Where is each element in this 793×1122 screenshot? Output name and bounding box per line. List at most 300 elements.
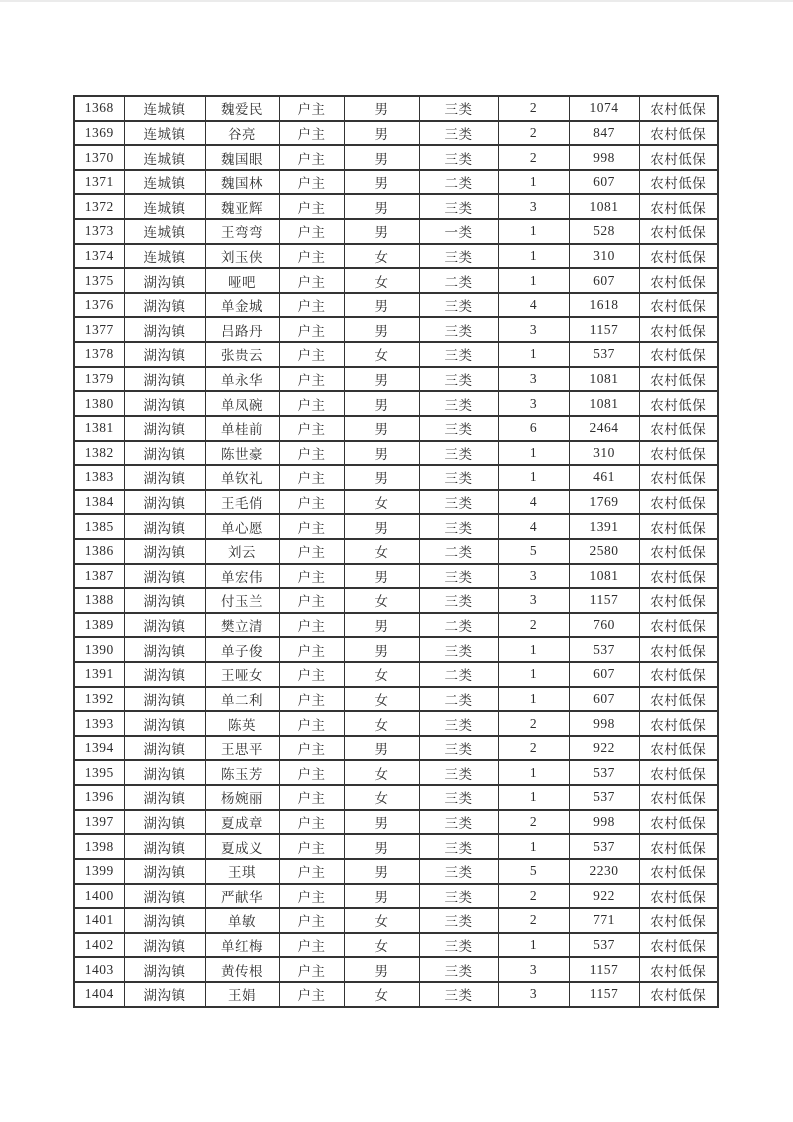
table-cell: 1 [498, 637, 569, 662]
table-cell: 农村低保 [639, 884, 718, 909]
table-cell: 湖沟镇 [124, 317, 205, 342]
table-cell: 男 [344, 121, 419, 146]
table-cell: 三类 [419, 367, 498, 392]
table-cell: 户主 [279, 613, 344, 638]
table-cell: 湖沟镇 [124, 982, 205, 1007]
table-cell: 魏亚辉 [205, 194, 279, 219]
table-cell: 农村低保 [639, 268, 718, 293]
table-cell: 户主 [279, 244, 344, 269]
table-cell: 湖沟镇 [124, 711, 205, 736]
table-cell: 922 [569, 884, 639, 909]
table-cell: 王弯弯 [205, 219, 279, 244]
table-cell: 农村低保 [639, 908, 718, 933]
table-cell: 王琪 [205, 859, 279, 884]
table-cell: 户主 [279, 219, 344, 244]
table-row [74, 687, 718, 712]
table-cell: 1402 [74, 933, 124, 958]
table-row [74, 490, 718, 515]
table-cell: 1 [498, 268, 569, 293]
table-cell: 男 [344, 884, 419, 909]
table-cell: 1374 [74, 244, 124, 269]
table-cell: 1 [498, 760, 569, 785]
table-cell: 三类 [419, 760, 498, 785]
table-cell: 三类 [419, 785, 498, 810]
table-cell: 农村低保 [639, 982, 718, 1007]
table-cell: 连城镇 [124, 244, 205, 269]
table-cell: 付玉兰 [205, 588, 279, 613]
table-cell: 连城镇 [124, 145, 205, 170]
table-cell: 湖沟镇 [124, 933, 205, 958]
table-cell: 湖沟镇 [124, 859, 205, 884]
table-cell: 三类 [419, 293, 498, 318]
table-row [74, 637, 718, 662]
table-cell: 4 [498, 490, 569, 515]
table-cell: 二类 [419, 662, 498, 687]
table-cell: 998 [569, 145, 639, 170]
table-cell: 农村低保 [639, 859, 718, 884]
table-cell: 连城镇 [124, 121, 205, 146]
table-cell: 3 [498, 957, 569, 982]
table-cell: 6 [498, 416, 569, 441]
table-cell: 537 [569, 933, 639, 958]
table-row [74, 859, 718, 884]
table-cell: 2580 [569, 539, 639, 564]
table-cell: 湖沟镇 [124, 908, 205, 933]
table-cell: 1368 [74, 96, 124, 121]
table-cell: 1395 [74, 760, 124, 785]
table-cell: 3 [498, 588, 569, 613]
table-cell: 女 [344, 982, 419, 1007]
table-cell: 夏成章 [205, 810, 279, 835]
table-cell: 农村低保 [639, 588, 718, 613]
table-cell: 男 [344, 367, 419, 392]
table-cell: 户主 [279, 957, 344, 982]
table-row [74, 416, 718, 441]
table-cell: 农村低保 [639, 194, 718, 219]
table-cell: 农村低保 [639, 170, 718, 195]
table-cell: 湖沟镇 [124, 293, 205, 318]
table-cell: 310 [569, 441, 639, 466]
table-cell: 1377 [74, 317, 124, 342]
table-cell: 湖沟镇 [124, 810, 205, 835]
table-cell: 女 [344, 687, 419, 712]
table-cell: 1396 [74, 785, 124, 810]
table-cell: 922 [569, 736, 639, 761]
table-row [74, 662, 718, 687]
table-row [74, 539, 718, 564]
table-cell: 湖沟镇 [124, 465, 205, 490]
table-cell: 二类 [419, 687, 498, 712]
table-cell: 2 [498, 736, 569, 761]
table-cell: 1393 [74, 711, 124, 736]
table-cell: 1392 [74, 687, 124, 712]
table-cell: 1081 [569, 391, 639, 416]
table-cell: 2 [498, 908, 569, 933]
table-cell: 310 [569, 244, 639, 269]
table-cell: 三类 [419, 711, 498, 736]
table-cell: 男 [344, 564, 419, 589]
table-cell: 男 [344, 957, 419, 982]
table-cell: 户主 [279, 194, 344, 219]
table-cell: 单二利 [205, 687, 279, 712]
table-row [74, 785, 718, 810]
table-cell: 1373 [74, 219, 124, 244]
table-cell: 连城镇 [124, 194, 205, 219]
table-cell: 1379 [74, 367, 124, 392]
table-row [74, 194, 718, 219]
table-cell: 户主 [279, 465, 344, 490]
table-cell: 男 [344, 145, 419, 170]
table-cell: 2 [498, 96, 569, 121]
table-cell: 农村低保 [639, 317, 718, 342]
table-cell: 刘云 [205, 539, 279, 564]
table-cell: 单永华 [205, 367, 279, 392]
table-cell: 女 [344, 244, 419, 269]
table-cell: 1399 [74, 859, 124, 884]
table-cell: 2230 [569, 859, 639, 884]
table-cell: 三类 [419, 490, 498, 515]
table-cell: 单心愿 [205, 514, 279, 539]
table-cell: 1390 [74, 637, 124, 662]
table-cell: 魏爱民 [205, 96, 279, 121]
table-cell: 1400 [74, 884, 124, 909]
table-cell: 男 [344, 637, 419, 662]
table-cell: 魏国眼 [205, 145, 279, 170]
table-cell: 户主 [279, 760, 344, 785]
table-cell: 单钦礼 [205, 465, 279, 490]
table-cell: 三类 [419, 194, 498, 219]
table-cell: 湖沟镇 [124, 342, 205, 367]
table-cell: 528 [569, 219, 639, 244]
table-cell: 农村低保 [639, 441, 718, 466]
table-cell: 单红梅 [205, 933, 279, 958]
table-cell: 1157 [569, 317, 639, 342]
table-cell: 湖沟镇 [124, 884, 205, 909]
table-cell: 单金城 [205, 293, 279, 318]
table-row [74, 391, 718, 416]
table-cell: 单宏伟 [205, 564, 279, 589]
table-row [74, 834, 718, 859]
table-cell: 农村低保 [639, 736, 718, 761]
table-cell: 男 [344, 219, 419, 244]
table-cell: 户主 [279, 145, 344, 170]
table-cell: 严献华 [205, 884, 279, 909]
table-cell: 三类 [419, 342, 498, 367]
table-cell: 3 [498, 317, 569, 342]
table-cell: 三类 [419, 957, 498, 982]
table-cell: 女 [344, 908, 419, 933]
table-cell: 1388 [74, 588, 124, 613]
table-body [74, 96, 718, 1007]
table-cell: 1 [498, 244, 569, 269]
table-cell: 男 [344, 194, 419, 219]
table-cell: 男 [344, 441, 419, 466]
table-row [74, 908, 718, 933]
table-cell: 户主 [279, 588, 344, 613]
table-cell: 张贵云 [205, 342, 279, 367]
table-cell: 1397 [74, 810, 124, 835]
table-cell: 771 [569, 908, 639, 933]
table-cell: 1157 [569, 588, 639, 613]
table-cell: 461 [569, 465, 639, 490]
table-cell: 1376 [74, 293, 124, 318]
table-cell: 三类 [419, 859, 498, 884]
table-cell: 男 [344, 736, 419, 761]
table-cell: 农村低保 [639, 416, 718, 441]
table-cell: 农村低保 [639, 760, 718, 785]
table-cell: 三类 [419, 391, 498, 416]
table-cell: 三类 [419, 465, 498, 490]
table-cell: 陈英 [205, 711, 279, 736]
table-cell: 湖沟镇 [124, 268, 205, 293]
table-cell: 户主 [279, 687, 344, 712]
table-cell: 户主 [279, 96, 344, 121]
table-cell: 4 [498, 293, 569, 318]
table-cell: 537 [569, 637, 639, 662]
table-cell: 607 [569, 662, 639, 687]
table-cell: 3 [498, 564, 569, 589]
table-cell: 户主 [279, 342, 344, 367]
table-cell: 户主 [279, 810, 344, 835]
table-cell: 哑吧 [205, 268, 279, 293]
table-cell: 湖沟镇 [124, 588, 205, 613]
table-cell: 农村低保 [639, 957, 718, 982]
table-cell: 1383 [74, 465, 124, 490]
table-row [74, 982, 718, 1007]
table-cell: 湖沟镇 [124, 736, 205, 761]
table-cell: 刘玉侠 [205, 244, 279, 269]
table-cell: 1382 [74, 441, 124, 466]
table-cell: 女 [344, 662, 419, 687]
table-cell: 1157 [569, 957, 639, 982]
table-cell: 谷亮 [205, 121, 279, 146]
table-cell: 2 [498, 613, 569, 638]
table-cell: 1618 [569, 293, 639, 318]
table-cell: 户主 [279, 982, 344, 1007]
table-cell: 农村低保 [639, 145, 718, 170]
table-cell: 户主 [279, 416, 344, 441]
table-cell: 黄传根 [205, 957, 279, 982]
table-cell: 湖沟镇 [124, 564, 205, 589]
table-cell: 三类 [419, 588, 498, 613]
table-cell: 湖沟镇 [124, 760, 205, 785]
table-cell: 农村低保 [639, 490, 718, 515]
table-row [74, 121, 718, 146]
table-cell: 单敏 [205, 908, 279, 933]
table-cell: 湖沟镇 [124, 514, 205, 539]
table-cell: 5 [498, 859, 569, 884]
table-cell: 三类 [419, 317, 498, 342]
table-cell: 户主 [279, 736, 344, 761]
table-cell: 1391 [569, 514, 639, 539]
table-cell: 湖沟镇 [124, 367, 205, 392]
table-cell: 2 [498, 145, 569, 170]
table-row [74, 564, 718, 589]
table-cell: 1380 [74, 391, 124, 416]
table-cell: 1 [498, 785, 569, 810]
table-cell: 户主 [279, 367, 344, 392]
table-cell: 1074 [569, 96, 639, 121]
table-cell: 农村低保 [639, 662, 718, 687]
table-cell: 607 [569, 687, 639, 712]
table-cell: 三类 [419, 637, 498, 662]
table-cell: 户主 [279, 268, 344, 293]
table-cell: 户主 [279, 490, 344, 515]
table-cell: 农村低保 [639, 933, 718, 958]
benefit-roster-table [73, 95, 719, 1008]
table-cell: 607 [569, 268, 639, 293]
table-cell: 湖沟镇 [124, 957, 205, 982]
table-cell: 1404 [74, 982, 124, 1007]
table-row [74, 613, 718, 638]
table-cell: 1371 [74, 170, 124, 195]
table-cell: 女 [344, 933, 419, 958]
table-cell: 单凤碗 [205, 391, 279, 416]
table-cell: 3 [498, 982, 569, 1007]
table-cell: 男 [344, 810, 419, 835]
table-cell: 户主 [279, 391, 344, 416]
table-cell: 三类 [419, 908, 498, 933]
table-cell: 男 [344, 613, 419, 638]
table-cell: 三类 [419, 244, 498, 269]
table-cell: 吕路丹 [205, 317, 279, 342]
table-row [74, 441, 718, 466]
table-cell: 1081 [569, 367, 639, 392]
table-cell: 农村低保 [639, 391, 718, 416]
table-cell: 537 [569, 834, 639, 859]
table-cell: 农村低保 [639, 834, 718, 859]
table-cell: 女 [344, 342, 419, 367]
table-cell: 女 [344, 760, 419, 785]
table-row [74, 810, 718, 835]
table-cell: 1 [498, 465, 569, 490]
table-cell: 2 [498, 884, 569, 909]
table-cell: 湖沟镇 [124, 441, 205, 466]
table-cell: 农村低保 [639, 810, 718, 835]
table-cell: 湖沟镇 [124, 785, 205, 810]
table-cell: 3 [498, 391, 569, 416]
table-cell: 农村低保 [639, 514, 718, 539]
table-cell: 农村低保 [639, 613, 718, 638]
table-cell: 二类 [419, 539, 498, 564]
table-row [74, 219, 718, 244]
table-cell: 连城镇 [124, 170, 205, 195]
table-cell: 1394 [74, 736, 124, 761]
table-cell: 1 [498, 687, 569, 712]
table-cell: 王哑女 [205, 662, 279, 687]
table-cell: 户主 [279, 637, 344, 662]
table-cell: 户主 [279, 933, 344, 958]
table-cell: 女 [344, 711, 419, 736]
table-row [74, 96, 718, 121]
table-cell: 农村低保 [639, 687, 718, 712]
table-row [74, 342, 718, 367]
table-cell: 男 [344, 834, 419, 859]
table-cell: 1769 [569, 490, 639, 515]
table-cell: 3 [498, 367, 569, 392]
table-cell: 湖沟镇 [124, 539, 205, 564]
table-cell: 户主 [279, 711, 344, 736]
table-cell: 537 [569, 342, 639, 367]
table-cell: 998 [569, 711, 639, 736]
table-cell: 湖沟镇 [124, 834, 205, 859]
table-cell: 1369 [74, 121, 124, 146]
table-cell: 847 [569, 121, 639, 146]
table-cell: 4 [498, 514, 569, 539]
table-cell: 537 [569, 760, 639, 785]
table-cell: 1 [498, 219, 569, 244]
table-cell: 1375 [74, 268, 124, 293]
table-row [74, 244, 718, 269]
table-row [74, 957, 718, 982]
table-cell: 农村低保 [639, 785, 718, 810]
table-cell: 1 [498, 170, 569, 195]
table-cell: 户主 [279, 121, 344, 146]
table-cell: 1 [498, 441, 569, 466]
table-cell: 三类 [419, 736, 498, 761]
table-cell: 农村低保 [639, 637, 718, 662]
table-row [74, 293, 718, 318]
table-cell: 1157 [569, 982, 639, 1007]
table-cell: 农村低保 [639, 244, 718, 269]
table-cell: 男 [344, 317, 419, 342]
table-cell: 三类 [419, 441, 498, 466]
table-cell: 农村低保 [639, 564, 718, 589]
table-row [74, 736, 718, 761]
table-cell: 湖沟镇 [124, 662, 205, 687]
table-cell: 三类 [419, 514, 498, 539]
table-cell: 单子俊 [205, 637, 279, 662]
table-cell: 户主 [279, 293, 344, 318]
table-cell: 户主 [279, 859, 344, 884]
table-cell: 1 [498, 662, 569, 687]
table-row [74, 884, 718, 909]
table-cell: 王娟 [205, 982, 279, 1007]
table-cell: 三类 [419, 564, 498, 589]
table-cell: 1401 [74, 908, 124, 933]
table-cell: 湖沟镇 [124, 637, 205, 662]
table-cell: 2 [498, 121, 569, 146]
table-cell: 三类 [419, 416, 498, 441]
table-cell: 三类 [419, 96, 498, 121]
table-row [74, 760, 718, 785]
table-cell: 户主 [279, 564, 344, 589]
table-cell: 2 [498, 810, 569, 835]
table-cell: 农村低保 [639, 96, 718, 121]
table-cell: 一类 [419, 219, 498, 244]
table-cell: 1 [498, 933, 569, 958]
table-cell: 农村低保 [639, 342, 718, 367]
table-cell: 户主 [279, 834, 344, 859]
table-cell: 女 [344, 268, 419, 293]
table-cell: 1387 [74, 564, 124, 589]
table-cell: 1389 [74, 613, 124, 638]
table-cell: 农村低保 [639, 367, 718, 392]
table-row [74, 711, 718, 736]
table-cell: 户主 [279, 317, 344, 342]
table-cell: 农村低保 [639, 219, 718, 244]
table-cell: 1372 [74, 194, 124, 219]
table-cell: 2464 [569, 416, 639, 441]
table-cell: 杨婉丽 [205, 785, 279, 810]
table-cell: 1385 [74, 514, 124, 539]
table-cell: 三类 [419, 982, 498, 1007]
table-cell: 户主 [279, 785, 344, 810]
table-cell: 1370 [74, 145, 124, 170]
table-cell: 陈世豪 [205, 441, 279, 466]
table-cell: 1 [498, 342, 569, 367]
table-cell: 户主 [279, 170, 344, 195]
